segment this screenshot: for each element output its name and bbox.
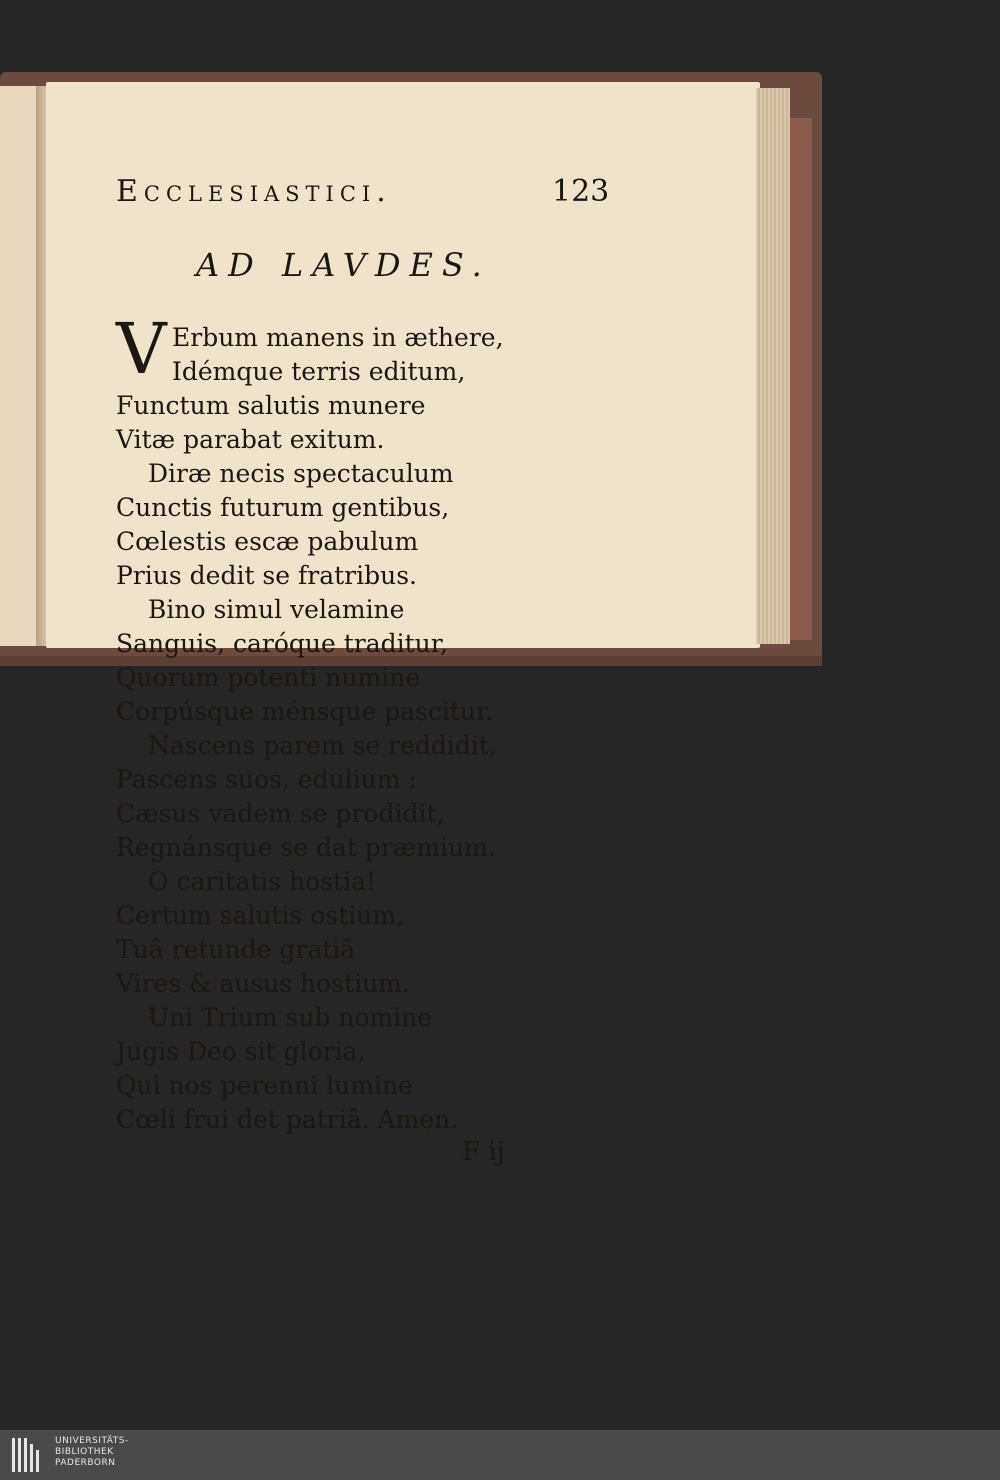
verse-line: O caritatis hostia! [148,867,377,896]
verse-line: Jugis Deo sit gloria, [116,1037,366,1066]
verse-line: Cœlestis escæ pabulum [116,527,419,556]
signature-mark: F ij [462,1137,505,1167]
verse-line: Bino simul velamine [148,595,405,624]
library-name [55,1436,129,1469]
library-logo-icon [10,1436,46,1474]
verse-line: Functum salutis munere [116,391,426,420]
library-footer [0,1430,1000,1480]
hymn-verse [116,321,504,1137]
section-title: AD LAVDES. [196,246,491,284]
verse-line: Vires & ausus hostium. [116,969,410,998]
verse-line: Regnánsque se dat præmium. [116,833,496,862]
verse-line: Pascens suos, edulium : [116,765,417,794]
library-name-line: PADERBORN [55,1458,116,1468]
running-head: Ecclesiastici. [116,174,392,209]
verse-line: Diræ necis spectaculum [148,459,454,488]
verse-line: Tuâ retunde gratiâ [116,935,356,964]
page-number: 123 [552,174,610,209]
page-content [46,82,760,1167]
library-name-line: BIBLIOTHEK [55,1447,114,1457]
verse-line: Prius dedit se fratribus. [116,561,417,590]
verse-line: Corpúsque ménsque pascitur. [116,697,494,726]
verse-line: Sanguis, caróque traditur, [116,629,448,658]
verse-line: Certum salutis ostium, [116,901,405,930]
verse-line: Cunctis futurum gentibus, [116,493,450,522]
verse-line: Nascens parem se reddidit, [148,731,497,760]
verse-line: Idémque terris editum, [172,357,466,386]
drop-cap: V [116,308,167,390]
library-name-line: UNIVERSITÄTS- [55,1436,129,1446]
verse-line: Vitæ parabat exitum. [116,425,385,454]
verse-line: Qui nos perenni lumine [116,1071,413,1100]
cover-edge [790,118,812,640]
verse-line: Cœli frui det patriâ. Amen. [116,1105,459,1134]
verse-line: Cæsus vadem se prodidit, [116,799,445,828]
verse-line: Uni Trium sub nomine [148,1003,433,1032]
page-fore-edge [756,88,790,644]
verse-line: Quorum potenti numine [116,663,421,692]
verse-line: Erbum manens in æthere, [172,323,504,352]
